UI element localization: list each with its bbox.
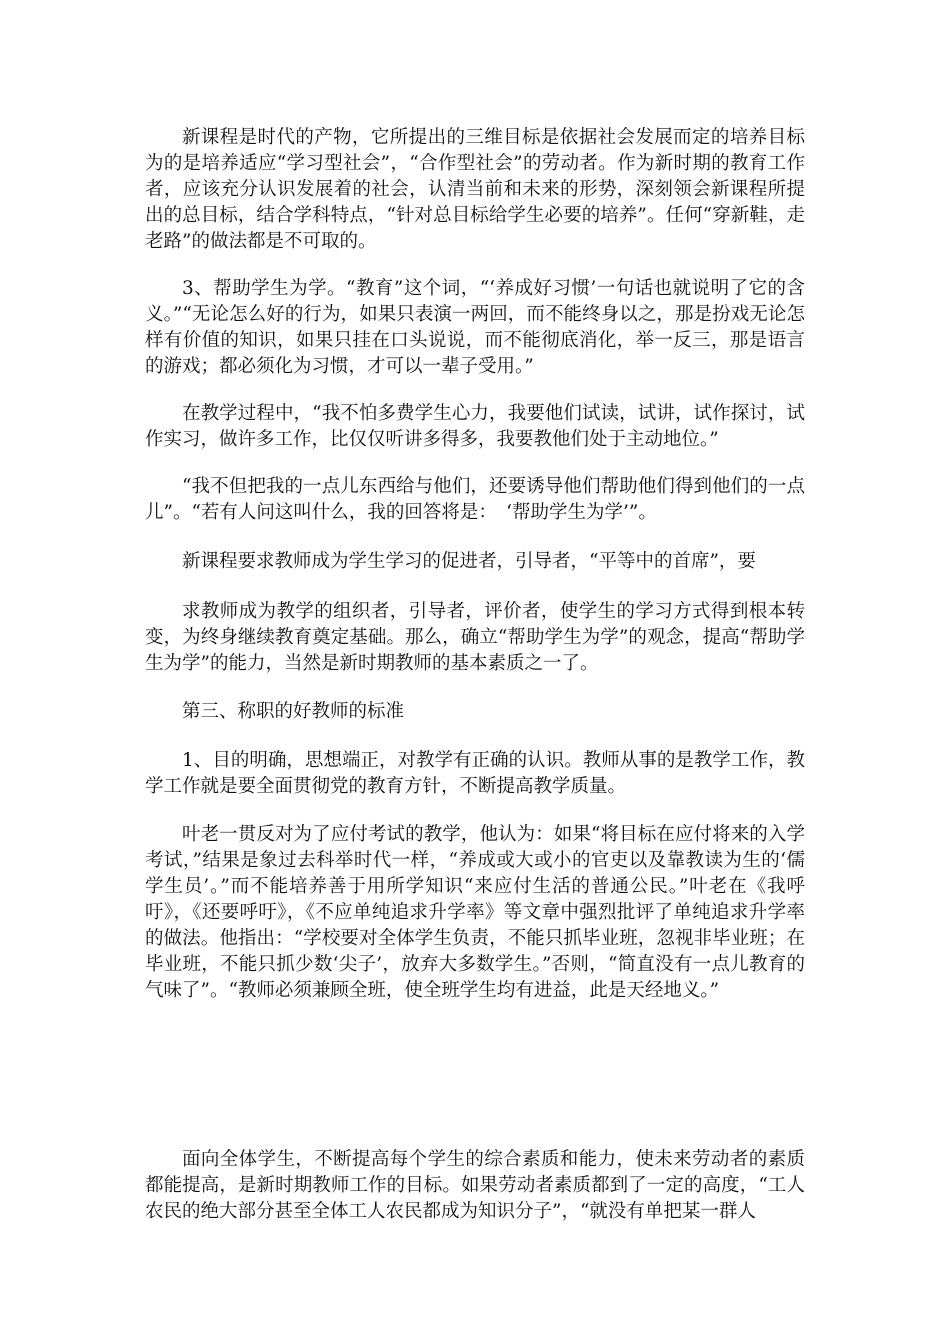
paragraph-help-students-learn: 3、帮助学生为学。“教育”这个词，“‘养成好习惯’一句话也就说明了它的含义。”“无论怎么好的行为，如果只表演一两回，而不能终身以之，那是扮戏无论怎样有价值的知识，如果只挂在口头说说，而不能彻底消化，举一反三，那是语言的游戏；都必须化为习惯，才可以一辈子受用。”: [145, 278, 805, 377]
section-heading-good-teacher-standards: 第三、称职的好教师的标准: [182, 701, 405, 722]
paragraph-ye-lao-exam-critique: 叶老一贯反对为了应付考试的教学，他认为：如果“将目标在应付将来的入学考试，”结果是象过去科举时代一样，“养成或大或小的官吏以及靠教读为生的‘儒学生员’。”而不能培养善于用所学知识“来应付生活的普通公民。”叶老在《我呼吁》，《还要呼吁》，《不应单纯追求升学率》等文章中强烈批评了单纯追求升学率的做法。他指出：“学校要对全体学生负责，不能只抓毕业班，忽视非毕业班；在毕业班，不能只抓少数‘尖子’，放弃大多数学生。”否则，“简直没有一点儿教育的气味了”。“教师必须兼顾全班，使全班学生均有进益，此是天经地义。”: [145, 824, 805, 1001]
paragraph-face-all-students: 面向全体学生，不断提高每个学生的综合素质和能力，使未来劳动者的素质都能提高，是新时期教师工作的目标。如果劳动者素质都到了一定的高度，“工人农民的绝大部分甚至全体工人农民都成为知识分子”，“就没有单把某一群人: [145, 1149, 805, 1222]
paragraph-curriculum-goals: 新课程是时代的产物，它所提出的三维目标是依据社会发展而定的培养目标为的是培养适应“学习型社会”，“合作型社会”的劳动者。作为新时期的教育工作者，应该充分认识发展着的社会，认清当前和未来的形势，深刻领会新课程所提出的总目标，结合学科特点，“针对总目标给学生必要的培养”。任何“穿新鞋，走老路”的做法都是不可取的。: [145, 127, 805, 252]
paragraph-teacher-as-organizer: 求教师成为教学的组织者，引导者，评价者，使学生的学习方式得到根本转变，为终身继续教育奠定基础。那么，确立“帮助学生为学”的观念，提高“帮助学生为学”的能力，当然是新时期教师的基本素质之一了。: [145, 601, 805, 674]
paragraph-quote-give-to-students: “我不但把我的一点儿东西给与他们，还要诱导他们帮助他们得到他们的一点儿”。“若有人问这叫什么，我的回答将是： ‘帮助学生为学’”。: [145, 476, 805, 523]
paragraph-new-curriculum-requires: 新课程要求教师成为学生学习的促进者，引导者，“平等中的首席”，要: [182, 551, 756, 572]
paragraph-clear-purpose: 1、目的明确，思想端正，对教学有正确的认识。教师从事的是教学工作，教学工作就是要全面贯彻党的教育方针，不断提高教学质量。: [145, 750, 805, 797]
paragraph-teaching-process: 在教学过程中，“我不怕多费学生心力，我要他们试读，试讲，试作探讨，试作实习，做许多工作，比仅仅听讲多得多，我要教他们处于主动地位。”: [145, 403, 805, 450]
